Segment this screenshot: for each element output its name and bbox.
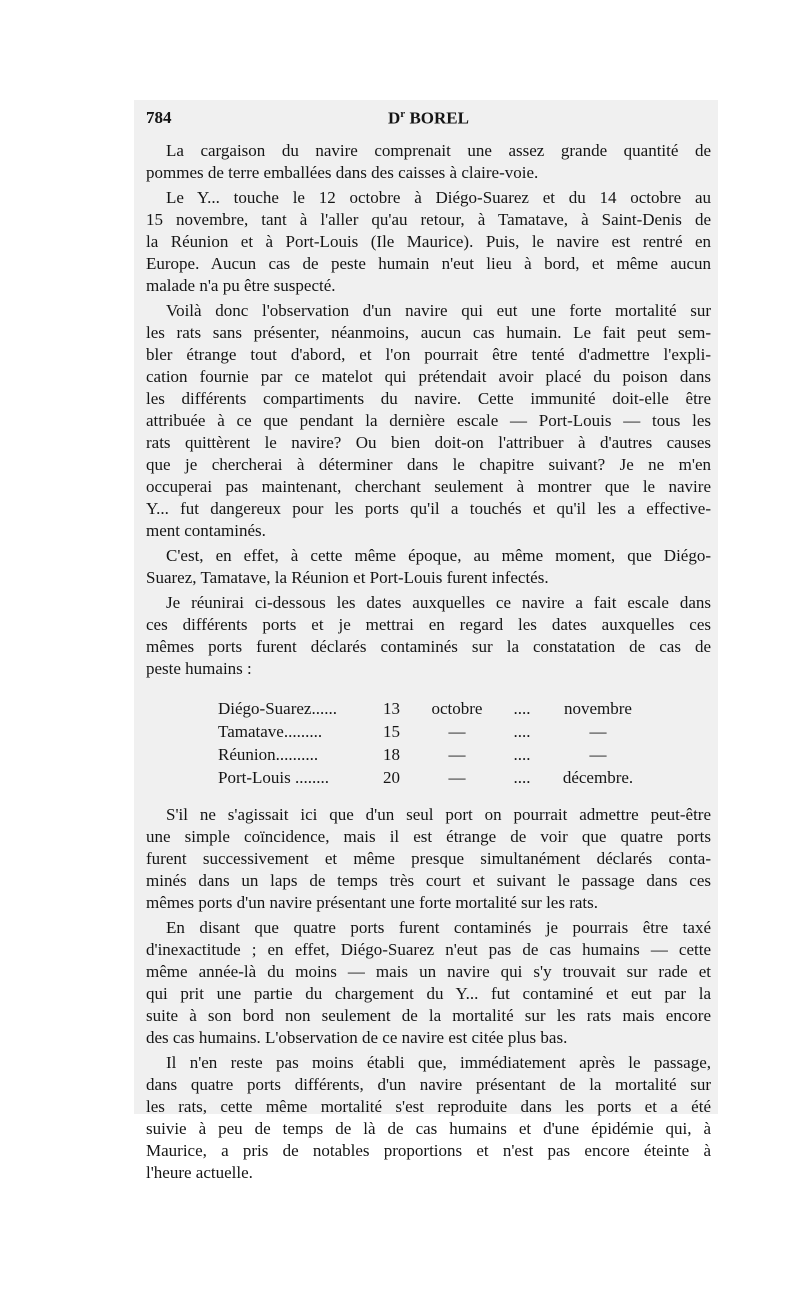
port-cell: Diégo-Suarez...... [218, 699, 337, 718]
text-line: peste humains : [146, 659, 252, 678]
author-sup: r [400, 108, 406, 120]
day-cell: 18 [383, 745, 400, 764]
paragraph [146, 804, 711, 914]
dots-cell: .... [513, 745, 531, 764]
author-name: BOREL [409, 108, 469, 128]
paragraph [146, 545, 711, 589]
text-line: furent successivement et même presque simultanément déclarés conta- [146, 849, 711, 868]
port-cell: Tamatave......... [218, 722, 323, 741]
text-line: C'est, en effet, à cette même époque, au même moment, que Diégo- [166, 546, 711, 565]
text-line: malade n'a pu être suspecté. [146, 276, 336, 295]
text-line: En disant que quatre ports furent contaminés je pourrais être taxé [166, 918, 711, 937]
port-cell: Port-Louis ........ [218, 768, 329, 787]
text-line: mêmes ports d'un navire présentant une forte mortalité sur les rats. [146, 893, 599, 912]
ports-dates-table [218, 697, 648, 789]
dots-cell: .... [513, 722, 531, 741]
text-line: une simple coïncidence, mais il est étrange de voir que quatre ports [146, 827, 711, 846]
text-line: Maurice, a pris de notables proportions et n'est pas encore éteinte à [146, 1141, 711, 1160]
table-row [218, 766, 648, 789]
paragraph [146, 1052, 711, 1184]
dots-cell: .... [513, 699, 531, 718]
text-line: rats quittèrent le navire? Ou bien doit-on l'attribuer à d'autres causes [146, 433, 711, 452]
text-line: Suarez, Tamatave, la Réunion et Port-Louis furent infectés. [146, 568, 549, 587]
text-line: suite à son bord non seulement de la mortalité sur les rats mais encore [146, 1006, 711, 1025]
paragraphs-after-table [146, 804, 711, 1184]
text-line: des cas humains. L'observation de ce navire est citée plus bas. [146, 1028, 568, 1047]
paragraph [146, 140, 711, 184]
paragraph [146, 300, 711, 542]
text-line: minés dans un laps de temps très court et suivant le passage dans ces [146, 871, 711, 890]
text-line: S'il ne s'agissait ici que d'un seul port on pourrait admettre peut-être [166, 805, 711, 824]
table-row [218, 743, 648, 766]
text-line: que je chercherai à déterminer dans le chapitre suivant? Je ne m'en [146, 455, 711, 474]
text-line: Voilà donc l'observation d'un navire qui eut une forte mortalité sur [166, 301, 711, 320]
paragraph [146, 187, 711, 297]
page-header [146, 108, 711, 134]
text-line: 15 novembre, tant à l'aller qu'au retour, à Tamatave, à Saint-Denis de [146, 210, 711, 229]
text-line: Y... fut dangereux pour les ports qu'il a touchés et qu'il les a effective- [146, 499, 711, 518]
text-line: pommes de terre emballées dans des caisses à claire-voie. [146, 163, 539, 182]
port-cell: Réunion.......... [218, 745, 319, 764]
day-cell: 13 [383, 699, 400, 718]
month2-cell: — [589, 745, 607, 764]
running-head [146, 108, 711, 129]
page-number: 784 [146, 108, 172, 127]
month-cell: — [448, 722, 466, 741]
dots-cell: .... [513, 768, 531, 787]
day-cell: 15 [383, 722, 400, 741]
text-line: ment contaminés. [146, 521, 266, 540]
table-row [218, 697, 648, 720]
text-line: Le Y... touche le 12 octobre à Diégo-Suarez et du 14 octobre au [166, 188, 711, 207]
text-line: ces différents ports et je mettrai en regard les dates auxquelles ces [146, 615, 711, 634]
month2-cell: novembre [564, 699, 632, 718]
month-cell: — [448, 745, 466, 764]
text-line: même année-là du moins — mais un navire qui s'y trouvait sur rade et [146, 962, 711, 981]
paragraph [146, 592, 711, 680]
text-line: Il n'en reste pas moins établi que, immédiatement après le passage, [166, 1053, 711, 1072]
text-line: les rats sans présenter, néanmoins, aucun cas humain. Le fait peut sem- [146, 323, 711, 342]
text-line: attribuée à ce que pendant la dernière escale — Port-Louis — tous les [146, 411, 711, 430]
month2-cell: décembre. [562, 768, 634, 787]
paragraphs-before-table [146, 140, 711, 680]
table-row [218, 720, 648, 743]
text-line: les différents compartiments du navire. Cette immunité doit-elle être [146, 389, 711, 408]
text-line: les rats, cette même mortalité s'est reproduite dans les ports et a été [146, 1097, 711, 1116]
text-line: dans quatre ports différents, d'un navire présentant de la mortalité sur [146, 1075, 711, 1094]
day-cell: 20 [383, 768, 400, 787]
month-cell: — [448, 768, 466, 787]
text-line: l'heure actuelle. [146, 1163, 253, 1182]
month-cell: octobre [431, 699, 483, 718]
month2-cell: — [589, 722, 607, 741]
text-line: cation fournie par ce matelot qui prétendait avoir placé du poison dans [146, 367, 711, 386]
text-line: bler étrange tout d'abord, et l'on pourrait être tenté d'admettre l'expli- [146, 345, 711, 364]
text-line: la Réunion et à Port-Louis (Ile Maurice). Puis, le navire est rentré en [146, 232, 711, 251]
text-line: mêmes ports furent déclarés contaminés sur la constatation de cas de [146, 637, 711, 656]
text-line: occuperai pas maintenant, cherchant seulement à montrer que le navire [146, 477, 711, 496]
text-line: La cargaison du navire comprenait une assez grande quantité de [166, 141, 711, 160]
text-line: suivie à peu de temps de là de cas humains et d'une épidémie qui, à [146, 1119, 711, 1138]
author-prefix: D [388, 108, 401, 128]
paragraph [146, 917, 711, 1049]
body-text [146, 140, 711, 1187]
text-line: qui prit une partie du chargement du Y... fut contaminé et eut par la [146, 984, 711, 1003]
text-line: d'inexactitude ; en effet, Diégo-Suarez n'eut pas de cas humains — cette [146, 940, 711, 959]
text-line: Je réunirai ci-dessous les dates auxquelles ce navire a fait escale dans [166, 593, 711, 612]
text-line: Europe. Aucun cas de peste humain n'eut lieu à bord, et même aucun [146, 254, 711, 273]
